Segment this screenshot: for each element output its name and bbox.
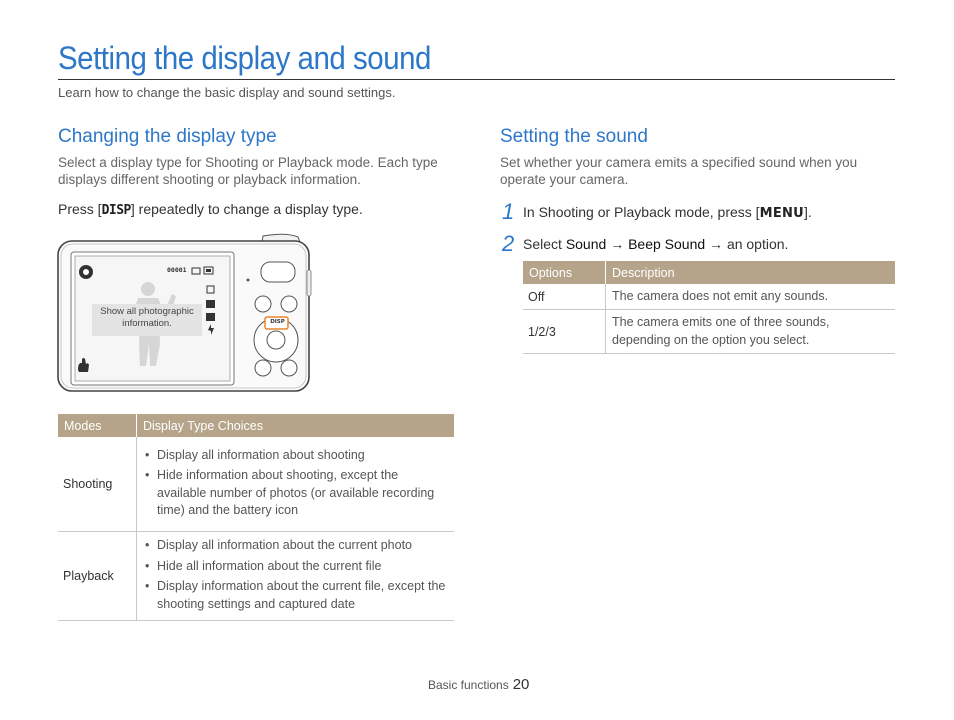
mode-cell: Shooting: [58, 437, 137, 532]
display-desc-line-2: displays different shooting or playback information.: [58, 172, 361, 187]
choices-cell: [137, 437, 455, 532]
header-modes: Modes: [58, 414, 137, 437]
page-subtitle: Learn how to change the basic display and sound settings.: [58, 85, 396, 100]
table-row: [523, 310, 895, 354]
table-row: [58, 532, 454, 621]
page-number: 20: [512, 676, 530, 693]
step-1-text: [523, 204, 812, 221]
option-cell: Off: [523, 284, 606, 310]
title-divider: [58, 79, 895, 80]
header-display-choices: Display Type Choices: [137, 414, 455, 437]
step-2-select: Select: [523, 236, 562, 252]
list-item: • Display all information about the current photo: [143, 537, 449, 555]
list-item: • Hide all information about the current file: [143, 558, 449, 576]
table-header-row: [58, 414, 454, 437]
sound-desc-line-2: operate your camera.: [500, 172, 629, 187]
instruction-prefix: Press [: [58, 201, 102, 217]
arrow-2: →: [709, 236, 724, 252]
menu-item-sound: Sound: [565, 236, 607, 252]
sound-section-heading: Setting the sound: [500, 126, 648, 147]
disp-button-label: DISP: [270, 319, 285, 325]
step-1-number: 1: [502, 199, 515, 224]
sound-section-description: [500, 154, 857, 188]
footer-section-name: Basic functions: [428, 678, 509, 692]
sound-desc-line-1: Set whether your camera emits a specified sound when you: [500, 155, 858, 170]
step-1-prefix: In Shooting or Playback mode, press [: [523, 204, 760, 220]
list-item: • Hide information about shooting, except the available number of photos (or available recording time) and the battery icon: [143, 467, 449, 520]
instruction-suffix: ] repeatedly to change a display type.: [130, 201, 363, 217]
menu-key-label: MENU: [759, 206, 805, 221]
step-1-suffix: ].: [804, 204, 812, 220]
shot-counter: 00001: [167, 266, 187, 274]
caption-line-2: information.: [122, 318, 172, 329]
display-instruction: [58, 201, 363, 218]
header-description: Description: [606, 261, 896, 284]
caption-line-1: Show all photographic: [100, 306, 194, 317]
arrow-1: →: [610, 236, 625, 252]
disp-key-label: DISP: [101, 203, 131, 218]
step-2-tail: an option.: [726, 236, 789, 252]
description-cell: The camera does not emit any sounds.: [606, 284, 896, 310]
page-footer: [428, 676, 529, 693]
list-item: • Display information about the current file, except the shooting settings and captured date: [143, 578, 449, 613]
table-row: [58, 437, 454, 532]
step-2-number: 2: [502, 231, 515, 256]
description-cell: The camera emits one of three sounds, depending on the option you select.: [606, 310, 896, 354]
sound-options-table: [523, 261, 895, 354]
option-cell: 1/2/3: [523, 310, 606, 354]
display-section-description: [58, 154, 438, 188]
step-2-text: [523, 236, 788, 252]
page-title: Setting the display and sound: [58, 40, 431, 76]
header-options: Options: [523, 261, 606, 284]
display-section-heading: Changing the display type: [58, 126, 277, 147]
list-item: • Display all information about shooting: [143, 447, 449, 465]
camera-screen-caption: [92, 306, 202, 330]
table-row: [523, 284, 895, 310]
mode-cell: Playback: [58, 532, 137, 621]
display-type-table: [58, 414, 454, 621]
table-header-row: [523, 261, 895, 284]
display-desc-line-1: Select a display type for Shooting or Playback mode. Each type: [58, 155, 438, 170]
menu-item-beep-sound: Beep Sound: [628, 236, 706, 252]
choices-cell: [137, 532, 455, 621]
